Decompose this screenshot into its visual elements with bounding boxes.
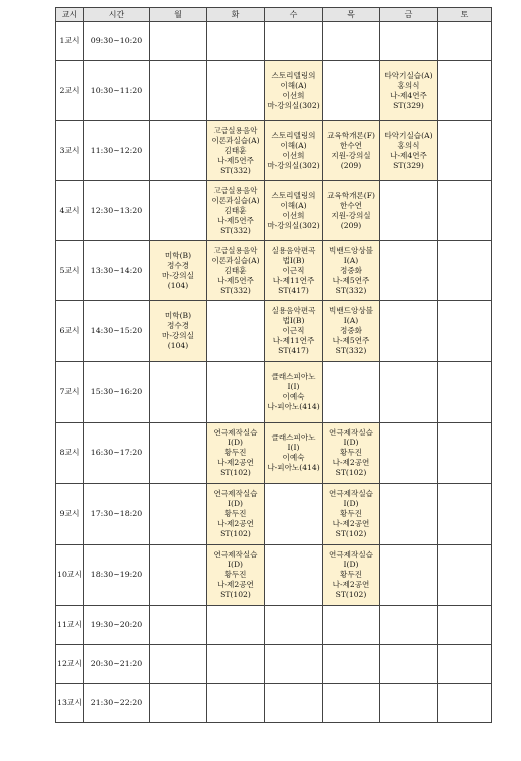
class-info-line: 정수경 [166,321,189,330]
timetable-body [56,22,492,723]
timetable-row [56,181,492,241]
class-cell-fri [380,684,438,723]
class-info-line: 나-피아노(414) [267,463,320,472]
class-info-line: 김태훈 [224,265,247,275]
class-info-line: 스토리텔링의 [271,130,316,140]
class-cell-tue [207,121,265,181]
class-info-line: 이해(A) [280,140,307,150]
class-cell-wed [265,545,323,606]
period-cell: 2교시 [56,61,84,121]
class-cell-thu [323,61,380,121]
class-info-line: 마-강의실 [162,270,194,280]
class-cell-mon [150,684,207,723]
class-info-line: (209) [340,160,362,170]
class-info-line: 황두진 [224,570,247,579]
class-cell-wed [265,645,323,684]
class-cell-tue [207,684,265,723]
class-info-line: 홍의식 [397,80,420,90]
class-info-line: ST(417) [278,346,309,355]
class-info-line: 황두진 [224,509,247,518]
class-info-line: (104) [167,280,189,290]
class-cell-fri [380,484,438,545]
class-cell-tue [207,301,265,362]
class-cell-thu [323,22,380,61]
timetable-row [56,606,492,645]
class-cell-fri [380,545,438,606]
class-info-line: 황두진 [339,448,362,457]
class-cell-thu [323,301,380,362]
class-info-line: 이예숙 [282,392,305,401]
class-info-line: 실용음악편곡 [271,306,316,315]
class-cell-mon [150,181,207,241]
class-cell-thu [323,181,380,241]
timetable-row [56,301,492,362]
class-cell-fri [380,423,438,484]
time-cell: 18:30~19:20 [84,545,150,606]
class-info-line: 나-제5연주 [332,336,370,345]
timetable-row [56,645,492,684]
period-cell: 9교시 [56,484,84,545]
class-info-line: I(A) [343,255,359,265]
class-info-line: ST(417) [278,285,309,295]
class-info-line: (104) [167,341,189,350]
class-cell-fri [380,301,438,362]
class-info-line: 이론과실습(A) [211,255,260,265]
time-cell: 20:30~21:20 [84,645,150,684]
class-info-line: 김태훈 [224,205,247,215]
class-info-line: 마-강의실(302) [267,220,320,230]
class-info-line: 연극제작실습 [213,489,258,498]
class-info-line: 정중화 [339,326,362,335]
class-info-line: 나-제4연주 [390,150,427,160]
class-cell-thu [323,241,380,301]
timetable-row [56,22,492,61]
class-cell-wed [265,484,323,545]
class-info-line: I(D) [343,499,359,508]
class-info-line: 나-제5연주 [217,215,254,225]
class-cell-fri [380,362,438,423]
class-cell-tue [207,645,265,684]
class-cell-wed [265,181,323,241]
class-info-line: I(A) [343,316,359,325]
class-cell-thu [323,362,380,423]
class-info-line: 빅밴드앙상블 [328,306,373,315]
class-info-line: 법I(B) [282,316,305,325]
timetable-row [56,61,492,121]
class-cell-fri [380,61,438,121]
period-cell: 12교시 [56,645,84,684]
class-info-line: ST(332) [220,225,251,235]
class-cell-wed [265,684,323,723]
class-info-line: 김태훈 [224,145,247,155]
class-info-line: ST(102) [335,529,367,538]
class-info-line: 연극제작실습 [328,550,373,559]
class-info-line: 연극제작실습 [328,489,373,498]
class-cell-sat [438,484,492,545]
period-cell: 7교시 [56,362,84,423]
class-cell-sat [438,684,492,723]
class-info-line: 타악기실습(A) [384,70,433,80]
class-info-line: 고급실용음악 [213,185,258,195]
class-info-line: 이론과실습(A) [211,195,260,205]
class-info-line: 이선희 [282,90,305,100]
class-cell-fri [380,241,438,301]
header-thu: 목 [323,8,380,22]
class-info-line: 교육학개론(F) [327,190,375,200]
class-info-line: ST(332) [220,285,251,295]
class-cell-wed [265,241,323,301]
class-info-line: 이근직 [282,265,305,275]
class-info-line: 한수연 [339,140,362,150]
class-info-line: ST(329) [393,100,424,110]
class-cell-sat [438,362,492,423]
class-cell-fri [380,22,438,61]
class-info-line: 스토리텔링의 [271,70,316,80]
class-info-line: 스토리텔링의 [271,190,316,200]
class-info-line: 나-제5연주 [217,155,254,165]
header-tue: 화 [207,8,265,22]
class-cell-wed [265,606,323,645]
period-cell: 13교시 [56,684,84,723]
class-info-line: 클래스피아노 [271,433,316,442]
class-info-line: 나-제4연주 [390,90,427,100]
class-info-line: 고급실용음악 [213,245,258,255]
time-cell: 21:30~22:20 [84,684,150,723]
period-cell: 4교시 [56,181,84,241]
class-cell-fri [380,121,438,181]
class-info-line: 정중화 [339,265,362,275]
class-info-line: 황두진 [339,570,362,579]
class-info-line: I(D) [227,560,243,569]
period-cell: 8교시 [56,423,84,484]
class-info-line: 마-강의실 [162,331,194,340]
class-info-line: 나-제2공연 [217,580,254,589]
class-info-line: 나-제5연주 [332,275,370,285]
class-cell-thu [323,684,380,723]
class-cell-tue [207,241,265,301]
class-cell-wed [265,301,323,362]
class-info-line: ST(102) [220,529,251,538]
timetable-row [56,684,492,723]
class-cell-sat [438,181,492,241]
class-cell-mon [150,61,207,121]
class-cell-sat [438,606,492,645]
class-cell-tue [207,423,265,484]
period-cell: 6교시 [56,301,84,362]
class-cell-thu [323,484,380,545]
timetable-row [56,484,492,545]
class-info-line: 고급실용음악 [213,125,258,135]
class-info-line: 한수연 [339,200,362,210]
class-cell-tue [207,362,265,423]
class-cell-mon [150,545,207,606]
time-cell: 19:30~20:20 [84,606,150,645]
class-info-line: 홍의식 [397,140,420,150]
class-cell-thu [323,423,380,484]
class-info-line: 이선희 [282,150,305,160]
class-cell-thu [323,645,380,684]
header-fri: 금 [380,8,438,22]
period-cell: 5교시 [56,241,84,301]
class-cell-wed [265,362,323,423]
class-cell-sat [438,423,492,484]
class-info-line: ST(102) [220,468,251,477]
class-info-line: 이론과실습(A) [211,135,260,145]
class-info-line: ST(332) [335,285,367,295]
class-info-line: ST(102) [335,468,367,477]
header-row [56,8,492,22]
period-cell: 10교시 [56,545,84,606]
class-info-line: 실용음악편곡 [271,245,316,255]
class-cell-sat [438,22,492,61]
class-info-line: I(I) [287,382,300,391]
header-sat: 토 [438,8,492,22]
class-info-line: 교육학개론(F) [327,130,375,140]
class-cell-tue [207,484,265,545]
class-cell-mon [150,645,207,684]
header-mon: 월 [150,8,207,22]
header-wed: 수 [265,8,323,22]
class-info-line: 이예숙 [282,453,305,462]
class-info-line: 클래스피아노 [271,372,316,381]
class-cell-tue [207,61,265,121]
class-cell-mon [150,484,207,545]
class-cell-fri [380,181,438,241]
class-info-line: 타악기실습(A) [384,130,433,140]
time-cell: 13:30~14:20 [84,241,150,301]
time-cell: 09:30~10:20 [84,22,150,61]
time-cell: 14:30~15:20 [84,301,150,362]
class-cell-sat [438,301,492,362]
class-info-line: ST(102) [335,590,367,599]
class-info-line: 나-제2공연 [332,458,370,467]
timetable-row [56,423,492,484]
class-cell-tue [207,545,265,606]
class-info-line: 나-제2공연 [217,458,254,467]
time-cell: 17:30~18:20 [84,484,150,545]
class-info-line: ST(332) [335,346,367,355]
class-info-line: 나-제5연주 [217,275,254,285]
class-info-line: ST(329) [393,160,424,170]
class-info-line: (209) [340,220,362,230]
time-cell: 15:30~16:20 [84,362,150,423]
class-info-line: 나-제2공연 [217,519,254,528]
class-info-line: I(D) [343,560,359,569]
class-info-line: 연극제작실습 [328,428,373,437]
class-info-line: 미학(B) [164,311,192,320]
class-cell-sat [438,61,492,121]
class-cell-sat [438,241,492,301]
class-info-line: 연극제작실습 [213,428,258,437]
time-cell: 16:30~17:20 [84,423,150,484]
class-info-line: 나-제2공연 [332,519,370,528]
class-cell-thu [323,545,380,606]
class-info-line: 연극제작실습 [213,550,258,559]
class-info-line: I(D) [227,438,243,447]
class-info-line: 마-강의실(302) [267,160,320,170]
period-cell: 1교시 [56,22,84,61]
class-info-line: 나-제11연주 [272,336,315,345]
class-info-line: 이선희 [282,210,305,220]
class-info-line: ST(332) [220,165,251,175]
class-info-line: 황두진 [224,448,247,457]
class-cell-sat [438,121,492,181]
class-cell-sat [438,545,492,606]
class-info-line: 이해(A) [280,80,307,90]
class-cell-mon [150,241,207,301]
class-info-line: 빅밴드앙상블 [328,245,373,255]
time-cell: 10:30~11:20 [84,61,150,121]
class-cell-mon [150,121,207,181]
class-info-line: 나-피아노(414) [267,402,320,411]
class-cell-thu [323,606,380,645]
timetable-row [56,362,492,423]
class-info-line: 미학(B) [164,250,192,260]
header-period: 교시 [56,8,84,22]
class-info-line: 마-강의실(302) [267,100,320,110]
timetable [55,7,492,723]
class-info-line: 지원-강의실 [331,150,371,160]
class-cell-mon [150,423,207,484]
class-info-line: 법I(B) [282,255,305,265]
class-cell-tue [207,606,265,645]
period-cell: 11교시 [56,606,84,645]
class-info-line: 이근직 [282,326,305,335]
period-cell: 3교시 [56,121,84,181]
class-cell-tue [207,181,265,241]
class-cell-wed [265,22,323,61]
class-cell-wed [265,121,323,181]
class-info-line: I(D) [227,499,243,508]
class-info-line: 나-제11연주 [272,275,315,285]
class-cell-sat [438,645,492,684]
time-cell: 11:30~12:20 [84,121,150,181]
class-info-line: 나-제2공연 [332,580,370,589]
class-info-line: I(D) [343,438,359,447]
class-cell-mon [150,22,207,61]
class-info-line: 지원-강의실 [331,210,371,220]
timetable-row [56,121,492,181]
class-cell-wed [265,423,323,484]
class-cell-wed [265,61,323,121]
class-info-line: ST(102) [220,590,251,599]
header-time: 시간 [84,8,150,22]
class-cell-mon [150,606,207,645]
class-cell-fri [380,645,438,684]
class-info-line: 이해(A) [280,200,307,210]
class-cell-tue [207,22,265,61]
class-info-line: 정수경 [166,260,189,270]
timetable-row [56,241,492,301]
class-cell-fri [380,606,438,645]
class-cell-thu [323,121,380,181]
time-cell: 12:30~13:20 [84,181,150,241]
class-cell-mon [150,362,207,423]
timetable-row [56,545,492,606]
class-cell-mon [150,301,207,362]
class-info-line: 황두진 [339,509,362,518]
class-info-line: I(I) [287,443,300,452]
